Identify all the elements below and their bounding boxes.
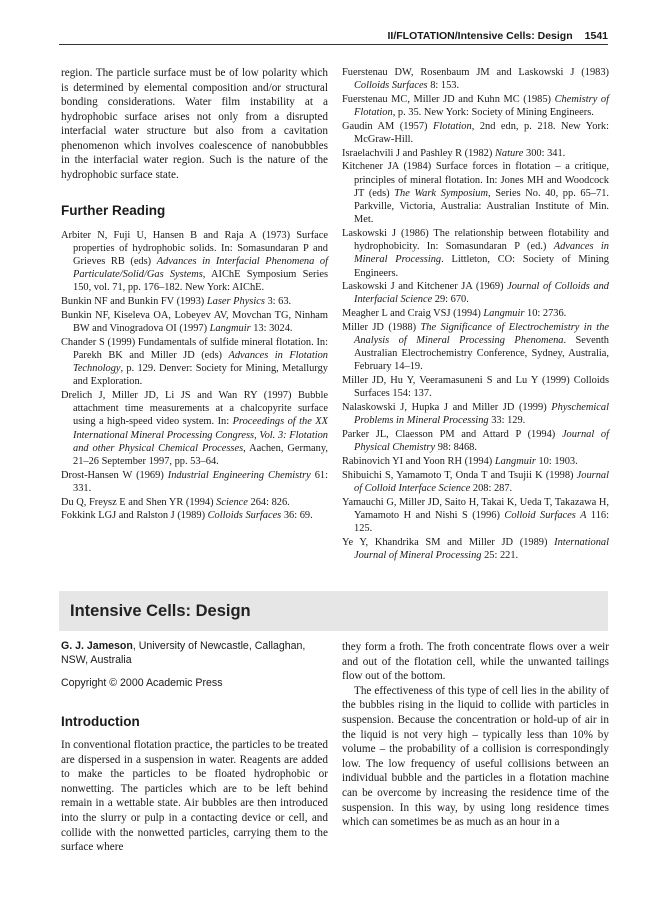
reference-ital: Advances in Flotation Technology bbox=[73, 349, 328, 375]
article-right-column bbox=[342, 640, 609, 830]
introduction-heading: Introduction bbox=[61, 713, 140, 729]
reference-ital: Physchemical Problems in Mineral Processing bbox=[354, 402, 609, 427]
reference-entry bbox=[342, 428, 609, 454]
reference-pre: Chander S (1999) Fundamentals of sulfide mineral flotation. In: Parekh BK and Miller JD (eds) bbox=[61, 336, 328, 361]
reference-pre: Bunkin NF, Kiseleva OA, Lobeyev AV, Movchan TG, Ninham BW and Vinogradova OI (1997) bbox=[61, 309, 328, 334]
reference-ital: Langmuir bbox=[483, 308, 525, 320]
reference-pre: Arbiter N, Fuji U, Hansen B and Raja A (1973) Surface properties of hydrophobic solids. In: Somasundaran P and Grieves RB (eds) bbox=[61, 229, 328, 267]
body-paragraph-2: The effectiveness of this type of cell lies in the ability of the bubbles rising in the liquid to collide with particles in suspension. Because the concentration or hold-up of air in the liquid is not very high – typically less than 10% by volume – the probability of a collision is correspondingly low. The low frequency of useful collisions between an individual bubble and the particles in a flotation machine can be overcome by increasing the residence time of the suspension. In this way, by using long residence times which can sometimes be as much as an hour in a bbox=[342, 684, 609, 829]
page-number: 1541 bbox=[584, 30, 608, 42]
reference-entry bbox=[61, 229, 328, 295]
reference-entry bbox=[61, 496, 328, 509]
reference-post: , AIChE Symposium Series 150, vol. 71, pp. 176–182. New York: AIChE. bbox=[73, 269, 328, 294]
reference-post: , Aachen, Germany, 21–26 September 1997, pp. 53–64. bbox=[73, 442, 328, 467]
article-title: Intensive Cells: Design bbox=[70, 602, 251, 620]
reference-post: 33: 129. bbox=[488, 415, 526, 427]
reference-pre: Ye Y, Khandrika SM and Miller JD (1989) bbox=[342, 536, 555, 548]
reference-entry bbox=[342, 160, 609, 226]
reference-pre: Shibuichi S, Yamamoto T, Onda T and Tsujii K (1998) bbox=[342, 469, 577, 481]
reference-entry bbox=[342, 93, 609, 119]
reference-entry bbox=[342, 120, 609, 146]
reference-post: . Seventh Australian Electrochemistry Conference, Sydney, Australia, February 14–19. bbox=[354, 335, 610, 373]
reference-entry bbox=[61, 469, 328, 495]
reference-ital: Nature bbox=[494, 147, 524, 159]
reference-ital: Advances in Mineral Processing bbox=[354, 241, 609, 266]
reference-ital: The Wark Symposium bbox=[394, 187, 488, 199]
reference-ital: Chemistry of Flotation bbox=[354, 93, 609, 119]
reference-ital: Laser Physics bbox=[206, 296, 265, 308]
reference-pre: Meagher L and Craig VSJ (1994) bbox=[342, 308, 484, 320]
reference-pre: Fuerstenau MC, Miller JD and Kuhn MC (1985) bbox=[342, 93, 555, 105]
reference-post: 3: 63. bbox=[264, 296, 292, 308]
reference-pre: Yamauchi G, Miller JD, Saito H, Takai K, Ueda T, Takazawa H, Yamamoto H and Nishi S (1996) bbox=[342, 496, 609, 521]
continuation-paragraph: region. The particle surface must be of low polarity which is determined by elemental composition and/or structural bonding considerations. Water film instability at a hydrophobic surface arises not only from a disrupted interfacial water structure but also from a cavitation phenomenon which involves coalescence of nanobubbles in the interfacial water region. Such is the nature of the hydrophobic surface state. bbox=[61, 67, 328, 181]
reference-post: 208: 287. bbox=[470, 482, 513, 494]
reference-post: 8: 153. bbox=[427, 80, 460, 92]
reference-entry bbox=[342, 227, 609, 280]
reference-ital: Colloids Surfaces bbox=[354, 80, 428, 92]
introduction-paragraph: In conventional flotation practice, the particles to be treated are dispersed in a suspension in water. Reagents are added to make the particles to be floated hydrophobic or nonwetting. The particles which are to be left behind remain in a wettable state. Air bubbles are then introduced into the slurry or pulp in a contacting device or cell, and collide with the nonwetted particles, carrying them to the surface where bbox=[61, 739, 328, 854]
reference-entry bbox=[61, 295, 328, 308]
reference-post: 29: 670. bbox=[432, 294, 469, 306]
reference-ital: Flotation bbox=[433, 120, 472, 132]
reference-entry bbox=[342, 374, 609, 400]
reference-ital: The Significance of Electrochemistry in the Analysis of Mineral Processing Phenomena bbox=[354, 321, 610, 347]
reference-entry bbox=[342, 66, 609, 92]
reference-entry bbox=[342, 147, 609, 160]
reference-pre: Nalaskowski J, Hupka J and Miller JD (1999) bbox=[342, 402, 552, 414]
author-line bbox=[61, 640, 328, 667]
reference-post: 10: 2736. bbox=[524, 308, 567, 320]
reference-post: 116: 125. bbox=[354, 509, 610, 534]
reference-pre: Miller JD (1988) bbox=[342, 321, 421, 333]
copyright-line: Copyright © 2000 Academic Press bbox=[61, 677, 223, 689]
reference-entry bbox=[342, 536, 609, 562]
reference-pre: Fokkink LGJ and Ralston J (1989) bbox=[61, 510, 208, 522]
reference-entry bbox=[61, 389, 328, 468]
reference-pre: Gaudin AM (1957) bbox=[342, 120, 434, 132]
reference-entry bbox=[342, 321, 609, 374]
reference-ital: Industrial Engineering Chemistry bbox=[167, 469, 311, 481]
author-affiliation: , University of Newcastle, Callaghan, NSW, Australia bbox=[61, 640, 306, 666]
reference-pre: Laskowski J and Kitchener JA (1969) bbox=[342, 281, 508, 293]
reference-ital: Journal of Physical Chemistry bbox=[354, 428, 609, 454]
reference-pre: Laskowski J (1986) The relationship between flotability and hydrophobicity. In: Somasundaran P (ed.) bbox=[342, 227, 609, 253]
body-paragraph-1: they form a froth. The froth concentrate flows over a weir and out of the flotation cell, while the unwanted tailings flow out of the bottom. bbox=[342, 641, 609, 683]
reference-ital: Science bbox=[216, 496, 248, 508]
reference-entry bbox=[61, 309, 328, 335]
reference-pre: Du Q, Freysz E and Shen YR (1994) bbox=[61, 496, 217, 508]
reference-list-right bbox=[342, 66, 609, 562]
reference-post: 264: 826. bbox=[247, 496, 290, 508]
reference-pre: Drost-Hansen W (1969) bbox=[61, 469, 168, 481]
reference-ital: Proceedings of the XX International Mineral Processing Congress, Vol. 3: Flotation and other Physical Chemical Processes bbox=[73, 416, 328, 454]
article-left-column bbox=[61, 640, 328, 855]
reference-entry bbox=[342, 469, 609, 495]
reference-pre: Fuerstenau DW, Rosenbaum JM and Laskowski J (1983) bbox=[342, 67, 609, 78]
reference-post: 61: 331. bbox=[73, 469, 328, 494]
reference-entry bbox=[61, 509, 328, 522]
header-rule bbox=[59, 44, 608, 45]
reference-entry bbox=[61, 336, 328, 389]
reference-post: , p. 35. New York: Society of Mining Engineers. bbox=[392, 107, 594, 119]
reference-post: 300: 341. bbox=[523, 147, 566, 159]
reference-entry bbox=[342, 307, 609, 320]
reference-list-left bbox=[61, 229, 328, 523]
reference-entry bbox=[342, 496, 609, 536]
reference-ital: Journal of Colloids and Interfacial Science bbox=[354, 281, 609, 306]
reference-post: , Series No. 40, pp. 65–71. Parkville, Victoria, Australia: Australian Institute of Min. Met. bbox=[354, 187, 610, 226]
right-column bbox=[342, 66, 609, 563]
reference-post: 13: 3024. bbox=[250, 322, 293, 334]
reference-pre: Miller JD, Hu Y, Veeramasuneni S and Lu Y (1999) Colloids Surfaces 154: 137. bbox=[342, 375, 609, 400]
reference-pre: Kitchener JA (1984) Surface forces in flotation – a critique, principles of mineral flotation. In: Jones MH and Woodcock JT (eds) bbox=[342, 161, 609, 199]
reference-post: . Littleton, CO: Society of Mining Engineers. bbox=[354, 254, 609, 279]
reference-entry bbox=[342, 455, 609, 468]
reference-ital: Langmuir bbox=[209, 322, 251, 334]
reference-post: 10: 1903. bbox=[535, 455, 578, 467]
reference-pre: Israelachvili J and Pashley R (1982) bbox=[342, 147, 495, 159]
reference-post: 98: 8468. bbox=[435, 442, 477, 454]
reference-pre: Parker JL, Claesson PM and Attard P (1994) bbox=[342, 428, 562, 440]
reference-post: 25: 221. bbox=[481, 549, 519, 561]
reference-pre: Bunkin NF and Bunkin FV (1993) bbox=[61, 296, 207, 308]
left-column bbox=[61, 66, 328, 523]
reference-pre: Rabinovich YI and Yoon RH (1994) bbox=[342, 455, 495, 467]
reference-pre: Drelich J, Miller JD, Li JS and Wan RY (1997) Bubble attachment time measurements at a chalcopyrite surface using a high-speed video system. In: bbox=[61, 389, 328, 428]
reference-ital: Advances in Interfacial Phenomena of Particulate/Solid/Gas Systems bbox=[73, 255, 328, 281]
running-header bbox=[59, 30, 608, 54]
reference-ital: International Journal of Mineral Processing bbox=[354, 536, 609, 561]
reference-entry bbox=[342, 401, 609, 427]
reference-ital: Colloids Surfaces bbox=[207, 510, 282, 522]
reference-ital: Colloid Surfaces A bbox=[504, 509, 587, 521]
further-reading-heading: Further Reading bbox=[61, 203, 166, 218]
running-title: II/FLOTATION/Intensive Cells: Design bbox=[387, 30, 573, 42]
reference-post: , p. 129. Denver: Society for Mining, Metallurgy and Exploration. bbox=[73, 363, 328, 388]
reference-post: 36: 69. bbox=[281, 510, 313, 522]
reference-entry bbox=[342, 280, 609, 306]
reference-post: , 2nd edn, p. 218. New York: McGraw-Hill. bbox=[354, 120, 609, 146]
reference-ital: Journal of Colloid Interface Science bbox=[354, 469, 609, 494]
author-name: G. J. Jameson bbox=[61, 640, 133, 652]
article-title-band bbox=[59, 591, 608, 631]
reference-ital: Langmuir bbox=[494, 455, 536, 467]
